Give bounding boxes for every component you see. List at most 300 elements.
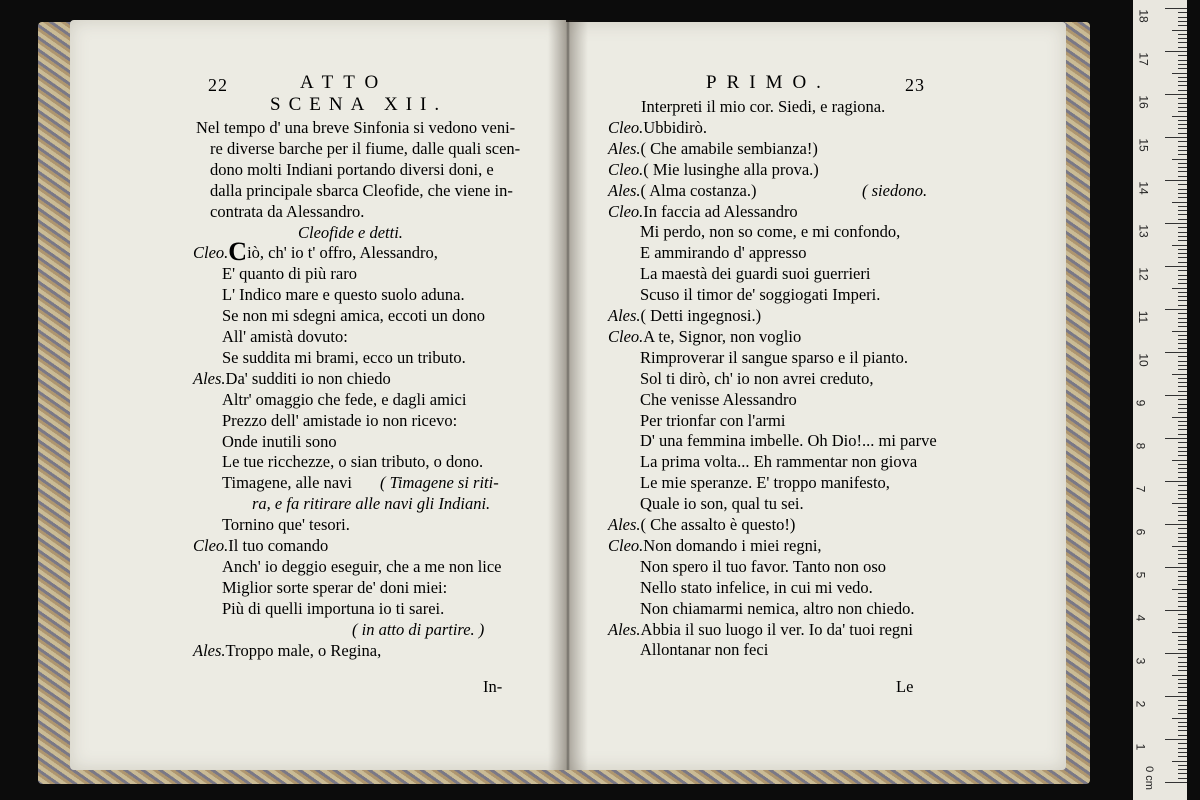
ruler-tick (1178, 34, 1187, 35)
ruler-tick (1178, 47, 1187, 48)
ruler-tick (1178, 189, 1187, 190)
ruler-tick (1178, 103, 1187, 104)
ruler-tick (1178, 107, 1187, 108)
ruler-tick (1178, 184, 1187, 185)
line-text: La prima volta... Eh rammentar non giova (640, 452, 918, 472)
ruler-tick (1178, 318, 1187, 319)
ruler-tick (1178, 533, 1187, 534)
ruler-tick (1178, 12, 1187, 13)
ruler-tick (1165, 739, 1187, 740)
ruler-tick (1165, 266, 1187, 267)
text-line (640, 411, 785, 431)
ruler-tick (1178, 64, 1187, 65)
speaker-label: Ales. (608, 180, 641, 200)
text-line (608, 160, 819, 180)
stage-direction: ( siedono. (862, 180, 928, 200)
ruler-tick (1178, 520, 1187, 521)
line-text: ( Che amabile sembianza!) (640, 138, 818, 158)
line-text: Allontanar non feci (640, 640, 769, 660)
ruler-tick (1172, 761, 1187, 762)
ruler-label: 12 (1136, 267, 1151, 281)
ruler-tick (1178, 154, 1187, 155)
ruler-tick (1178, 348, 1187, 349)
ruler-tick (1178, 434, 1187, 435)
ruler-label: 7 (1133, 485, 1148, 493)
speaker-label: Ales. (608, 306, 641, 325)
text-line (222, 473, 352, 493)
ruler-tick (1178, 120, 1187, 121)
ruler-label: 18 (1136, 9, 1151, 23)
text-line (640, 431, 937, 451)
text-line (222, 578, 447, 598)
ruler-tick (1178, 619, 1187, 620)
ruler-tick (1178, 236, 1187, 237)
stage-direction: ra, e fa ritirare alle navi gli Indiani. (252, 494, 491, 514)
text-line (210, 202, 364, 222)
ruler-tick (1178, 214, 1187, 215)
ruler-tick (1172, 718, 1187, 719)
ruler-tick (1178, 606, 1187, 607)
speaker-label: Cleo. (608, 117, 644, 137)
line-text: Non chiamarmi nemica, altro non chiedo. (640, 598, 915, 618)
ruler-tick (1178, 713, 1187, 714)
text-line (640, 369, 873, 389)
line-text: Non spero il tuo favor. Tanto non oso (640, 556, 887, 576)
ruler-tick (1178, 365, 1187, 366)
ruler-tick (1178, 124, 1187, 125)
ruler-tick (1178, 227, 1187, 228)
ruler-tick (1165, 696, 1187, 697)
ruler-tick (1178, 176, 1187, 177)
ruler-tick (1178, 232, 1187, 233)
ruler-tick (1178, 219, 1187, 220)
text-line (222, 515, 350, 535)
line-text: Interpreti il mio cor. Siedi, e ragiona. (641, 97, 886, 116)
ruler-tick (1172, 159, 1187, 160)
ruler-tick (1178, 683, 1187, 684)
ruler-tick (1165, 137, 1187, 138)
ruler-tick (1178, 623, 1187, 624)
ruler-tick (1165, 309, 1187, 310)
ruler-tick (1178, 464, 1187, 465)
ruler-tick (1165, 180, 1187, 181)
line-text: iò, ch' io t' offro, Alessandro, (247, 243, 438, 263)
ruler-tick (1178, 528, 1187, 529)
ruler-label: 16 (1136, 95, 1151, 109)
ruler-tick (1178, 726, 1187, 727)
ruler-tick (1178, 778, 1187, 779)
ruler-tick (1178, 361, 1187, 362)
ruler-tick (1178, 636, 1187, 637)
text-line (640, 473, 890, 493)
ruler-tick (1165, 610, 1187, 611)
ruler-tick (1178, 485, 1187, 486)
ruler-tick (1178, 558, 1187, 559)
ruler-tick (1178, 730, 1187, 731)
ruler-tick (1178, 670, 1187, 671)
ruler-tick (1178, 614, 1187, 615)
ruler-tick (1178, 17, 1187, 18)
left-page-number: 22 (208, 75, 228, 95)
ruler-tick (1178, 692, 1187, 693)
text-line (640, 640, 768, 660)
text-line (222, 599, 444, 619)
ruler-tick (1178, 356, 1187, 357)
ruler-tick (1178, 300, 1187, 301)
ruler-tick (1172, 546, 1187, 547)
ruler-tick (1178, 769, 1187, 770)
ruler-tick (1178, 369, 1187, 370)
line-text: La maestà dei guardi suoi guerrieri (640, 264, 871, 284)
ruler-tick (1165, 352, 1187, 353)
text-line (608, 327, 801, 347)
line-text: Se non mi sdegni amica, eccoti un dono (222, 306, 486, 326)
line-text: ( Che assalto è questo!) (640, 515, 796, 534)
text-line (222, 285, 465, 305)
speaker-label: Cleo. (193, 243, 229, 263)
ruler-tick (1178, 391, 1187, 392)
ruler-tick (1178, 55, 1187, 56)
line-text: Le mie speranze. E' troppo manifesto, (640, 473, 890, 493)
ruler-tick (1178, 563, 1187, 564)
ruler-tick (1178, 537, 1187, 538)
ruler-tick (1178, 498, 1187, 499)
text-line (222, 452, 483, 472)
ruler-tick (1178, 404, 1187, 405)
text-line (222, 264, 357, 284)
line-text: Rimproverar il sangue sparso e il pianto. (640, 347, 909, 367)
speaker-label: Ales. (608, 515, 641, 534)
ruler-tick (1172, 245, 1187, 246)
text-line (640, 599, 914, 619)
ruler-tick (1178, 171, 1187, 172)
ruler-tick (1165, 481, 1187, 482)
ruler-tick (1178, 722, 1187, 723)
right-page-number: 23 (905, 75, 925, 95)
text-line (210, 139, 520, 159)
ruler-tick (1172, 460, 1187, 461)
text-line (222, 327, 348, 347)
ruler-tick (1178, 593, 1187, 594)
ruler-tick (1178, 292, 1187, 293)
ruler-tick (1178, 128, 1187, 129)
line-text: Che venisse Alessandro (640, 389, 797, 409)
speaker-label: Ales. (608, 138, 641, 158)
ruler-tick (1178, 649, 1187, 650)
ruler-tick (1178, 425, 1187, 426)
ruler-tick (1178, 21, 1187, 22)
ruler-unit: 0 cm (1142, 766, 1155, 790)
text-line (193, 237, 438, 267)
ruler-tick (1178, 554, 1187, 555)
line-text: Sol ti dirò, ch' io non avrei creduto, (640, 368, 874, 388)
ruler-tick (1178, 442, 1187, 443)
line-text: E ammirando d' appresso (640, 243, 807, 263)
line-text: Nel tempo d' una breve Sinfonia si vedono veni- (196, 118, 516, 137)
line-text: Mi perdo, non so come, e mi confondo, (640, 222, 901, 242)
ruler-tick (1178, 494, 1187, 495)
speaker-label: Ales. (193, 640, 226, 660)
ruler-label: 3 (1133, 657, 1148, 665)
ruler-tick (1178, 700, 1187, 701)
ruler-tick (1178, 408, 1187, 409)
ruler-tick (1178, 541, 1187, 542)
ruler-tick (1178, 42, 1187, 43)
ruler-tick (1172, 288, 1187, 289)
text-line (608, 515, 795, 535)
ruler-tick (1178, 279, 1187, 280)
ruler-label: 13 (1136, 224, 1151, 238)
line-text: All' amistà dovuto: (222, 327, 348, 346)
line-text: contrata da Alessandro. (210, 201, 365, 221)
text-line (210, 181, 513, 201)
ruler-tick (1178, 98, 1187, 99)
ruler-tick (1178, 322, 1187, 323)
line-text: Scuso il timor de' soggiogati Imperi. (640, 285, 881, 305)
ruler-tick (1178, 687, 1187, 688)
line-text: Da' sudditi io non chiedo (225, 368, 391, 388)
ruler-tick (1178, 141, 1187, 142)
ruler-tick (1178, 412, 1187, 413)
text-line (222, 306, 485, 326)
line-text: Miglior sorte sperar de' doni miei: (222, 577, 448, 597)
line-text: dono molti Indiani portando diversi doni, e (210, 159, 494, 179)
ruler-tick (1178, 666, 1187, 667)
ruler-tick (1178, 421, 1187, 422)
ruler-tick (1178, 283, 1187, 284)
ruler-tick (1165, 223, 1187, 224)
stage-direction: ( in atto di partire. ) (352, 619, 485, 639)
line-text: In faccia ad Alessandro (643, 201, 798, 221)
ruler-tick (1178, 601, 1187, 602)
stage-direction: ( Timagene si riti- (380, 473, 499, 493)
ruler-tick (1172, 30, 1187, 31)
speaker-label: Cleo. (193, 536, 229, 555)
text-line (608, 181, 756, 201)
line-text: Cleofide e detti. (298, 222, 403, 242)
text-line (640, 390, 797, 410)
line-text: ( Detti ingegnosi.) (640, 306, 762, 325)
text-line (640, 348, 908, 368)
text-line (608, 306, 761, 326)
ruler-tick (1178, 249, 1187, 250)
ruler-label: 10 (1136, 353, 1151, 367)
ruler-label: 9 (1133, 399, 1148, 407)
ruler-tick (1172, 589, 1187, 590)
ruler-tick (1178, 399, 1187, 400)
ruler-tick (1178, 210, 1187, 211)
ruler-tick (1172, 417, 1187, 418)
ruler-label: 4 (1133, 614, 1148, 622)
ruler-tick (1178, 705, 1187, 706)
ruler-tick (1178, 515, 1187, 516)
ruler-tick (1178, 662, 1187, 663)
text-line (196, 118, 515, 138)
ruler-tick (1178, 193, 1187, 194)
text-line (608, 202, 798, 222)
right-running-head: PRIMO. (706, 72, 831, 93)
ruler-tick (1178, 146, 1187, 147)
text-line (640, 222, 900, 242)
ruler-tick (1178, 68, 1187, 69)
ruler-tick (1178, 455, 1187, 456)
ruler-tick (1172, 503, 1187, 504)
line-text: Il tuo comando (228, 536, 329, 555)
line-text: Anch' io deggio eseguir, che a me non lice (222, 556, 502, 576)
text-line (641, 97, 885, 117)
ruler-tick (1178, 571, 1187, 572)
ruler-tick (1178, 305, 1187, 306)
ruler-tick (1178, 262, 1187, 263)
ruler-tick (1178, 627, 1187, 628)
ruler-tick (1178, 584, 1187, 585)
text-line (193, 641, 381, 661)
ruler-tick (1178, 743, 1187, 744)
ruler-tick (1178, 679, 1187, 680)
text-line (608, 139, 818, 159)
text-line (222, 557, 502, 577)
line-text: Onde inutili sono (222, 431, 337, 451)
ruler-label: 17 (1136, 52, 1151, 66)
ruler-tick (1165, 94, 1187, 95)
ruler-tick (1165, 395, 1187, 396)
line-text: Le tue ricchezze, o sian tributo, o dono. (222, 452, 484, 472)
drop-cap: C (228, 237, 248, 267)
ruler-label: 15 (1136, 138, 1151, 152)
ruler-tick (1178, 133, 1187, 134)
text-line (298, 223, 403, 243)
ruler-label: 6 (1133, 528, 1148, 536)
text-line (640, 243, 807, 263)
ruler-tick (1172, 675, 1187, 676)
ruler-tick (1178, 253, 1187, 254)
line-text: ( Alma costanza.) (640, 180, 757, 200)
ruler-tick (1178, 150, 1187, 151)
ruler-tick (1178, 38, 1187, 39)
ruler-tick (1178, 81, 1187, 82)
text-line (222, 390, 466, 410)
ruler-tick (1178, 257, 1187, 258)
ruler-tick (1165, 8, 1187, 9)
text-line (222, 432, 337, 452)
line-text: L' Indico mare e questo suolo aduna. (222, 285, 465, 305)
ruler-tick (1178, 550, 1187, 551)
line-text: Per trionfar con l'armi (640, 410, 786, 430)
ruler-tick (1178, 77, 1187, 78)
right-catchword: Le (896, 677, 914, 696)
ruler-tick (1178, 765, 1187, 766)
ruler-tick (1178, 447, 1187, 448)
ruler-tick (1178, 90, 1187, 91)
ruler-tick (1178, 756, 1187, 757)
line-text: dalla principale sbarca Cleofide, che viene in- (210, 180, 513, 200)
speaker-label: Ales. (608, 619, 641, 639)
text-line (640, 557, 886, 577)
ruler-tick (1172, 632, 1187, 633)
speaker-label: Cleo. (608, 201, 644, 221)
ruler-tick (1172, 202, 1187, 203)
left-catchword: In- (483, 677, 503, 696)
text-line (640, 285, 880, 305)
ruler-tick (1178, 240, 1187, 241)
text-line (640, 452, 917, 472)
text-line (193, 536, 328, 556)
ruler-tick (1178, 206, 1187, 207)
line-text: Quale io son, qual tu sei. (640, 494, 804, 514)
text-line (640, 494, 804, 514)
ruler-tick (1178, 343, 1187, 344)
text-line (608, 536, 822, 556)
text-line (222, 348, 466, 368)
line-text: Prezzo dell' amistade io non ricevo: (222, 410, 458, 430)
ruler-tick (1178, 773, 1187, 774)
ruler-tick (1165, 524, 1187, 525)
text-line (222, 411, 457, 431)
ruler-tick (1178, 275, 1187, 276)
ruler-tick (1165, 51, 1187, 52)
line-text: re diverse barche per il fiume, dalle quali scen- (210, 138, 521, 158)
ruler-tick (1178, 167, 1187, 168)
ruler-tick (1178, 472, 1187, 473)
text-line (193, 369, 391, 389)
line-text: Nello stato infelice, in cui mi vedo. (640, 577, 873, 597)
speaker-label: Cleo. (608, 326, 644, 346)
speaker-label: Cleo. (608, 535, 644, 555)
ruler-tick (1178, 657, 1187, 658)
ruler-tick (1172, 116, 1187, 117)
ruler-tick (1172, 331, 1187, 332)
ruler-label: 14 (1136, 181, 1151, 195)
ruler-tick (1178, 752, 1187, 753)
line-text: Tornino que' tesori. (222, 515, 350, 535)
ruler-label: 5 (1133, 571, 1148, 579)
ruler-tick (1178, 507, 1187, 508)
ruler-tick (1165, 438, 1187, 439)
ruler-tick (1178, 163, 1187, 164)
ruler-tick (1178, 326, 1187, 327)
ruler-label: 2 (1133, 700, 1148, 708)
ruler-tick (1178, 644, 1187, 645)
speaker-label: Cleo. (608, 159, 644, 179)
ruler-tick (1165, 653, 1187, 654)
ruler-tick (1165, 782, 1187, 783)
ruler-tick (1178, 339, 1187, 340)
ruler-tick (1178, 709, 1187, 710)
ruler-tick (1178, 735, 1187, 736)
line-text: E' quanto di più raro (222, 264, 357, 284)
ruler-tick (1178, 576, 1187, 577)
ruler-tick (1178, 429, 1187, 430)
ruler-label: 1 (1133, 743, 1148, 751)
line-text: Ubbidirò. (643, 117, 708, 137)
ruler-tick (1178, 111, 1187, 112)
line-text: A te, Signor, non voglio (643, 326, 802, 346)
ruler-tick (1178, 468, 1187, 469)
ruler-tick (1178, 477, 1187, 478)
text-line (640, 264, 870, 284)
ruler-tick (1178, 296, 1187, 297)
line-text: Più di quelli importuna io ti sarei. (222, 598, 445, 618)
line-text: Se suddita mi brami, ecco un tributo. (222, 347, 466, 367)
ruler-tick (1178, 197, 1187, 198)
ruler-tick (1178, 451, 1187, 452)
ruler-tick (1178, 270, 1187, 271)
ruler-label: 11 (1136, 310, 1151, 324)
speaker-label: Ales. (193, 368, 226, 388)
ruler-tick (1172, 374, 1187, 375)
text-line (608, 118, 707, 138)
ruler-tick (1178, 335, 1187, 336)
